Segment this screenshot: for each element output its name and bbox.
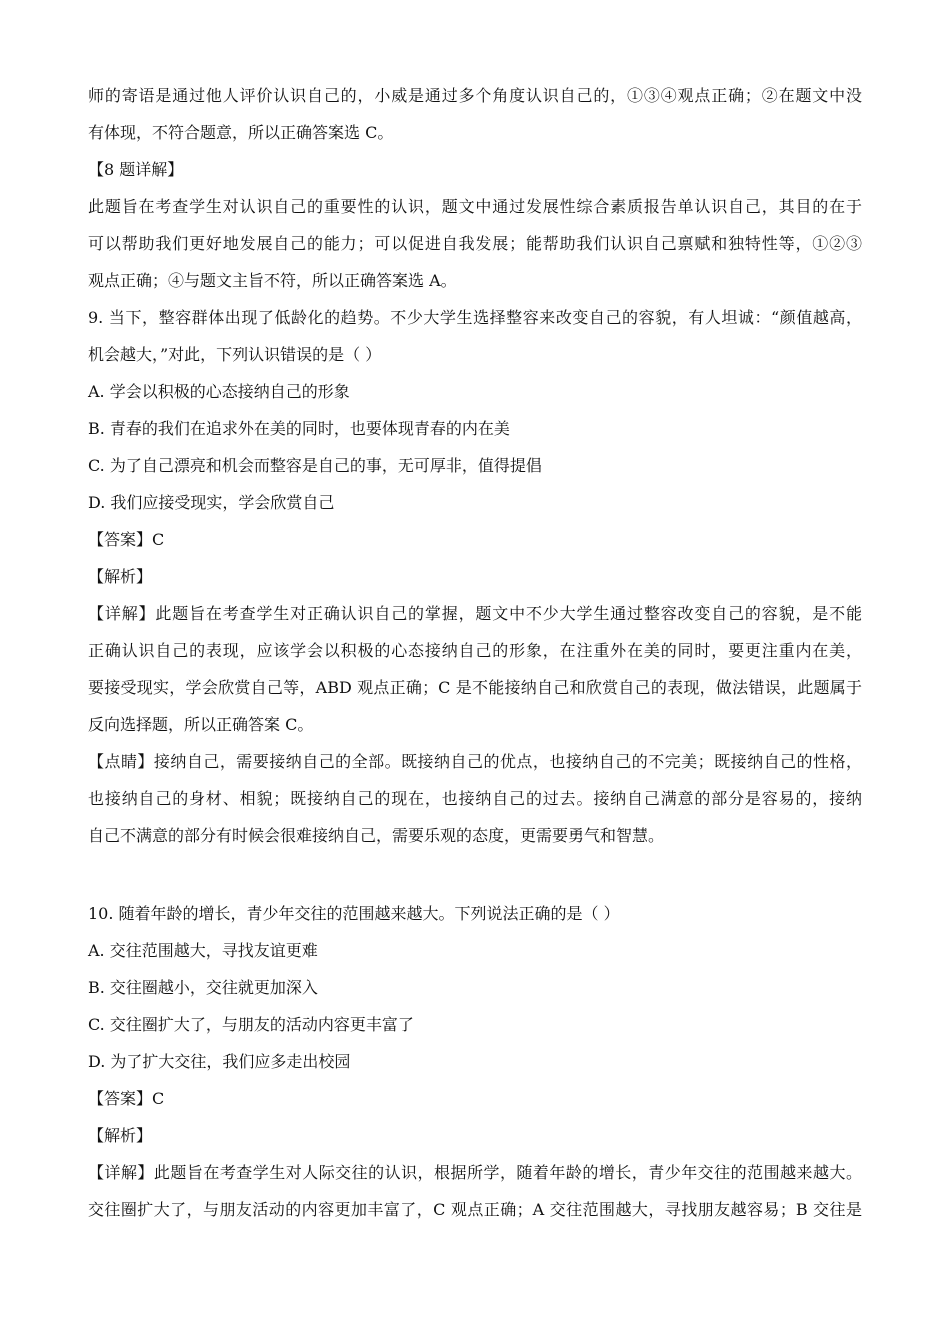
q8-detail-line: 观点正确；④与题文主旨不符，所以正确答案选 A。 <box>88 271 457 290</box>
q10-option-b: B. 交往圈越小，交往就更加深入 <box>88 978 318 997</box>
prev-explanation-line: 师的寄语是通过他人评价认识自己的，小威是通过多个角度认识自己的，①③④观点正确；②在题文中没 <box>88 86 862 105</box>
q8-detail-line: 可以帮助我们更好地发展自己的能力；可以促进自我发展；能帮助我们认识自己禀赋和独特性等，①②③ <box>88 234 862 253</box>
q9-option-c: C. 为了自己漂亮和机会而整容是自己的事，无可厚非，值得提倡 <box>88 456 542 475</box>
q9-option-d: D. 我们应接受现实，学会欣赏自己 <box>88 493 335 512</box>
q10-option-c: C. 交往圈扩大了，与朋友的活动内容更丰富了 <box>88 1015 414 1034</box>
q9-tip-line: 也接纳自己的身材、相貌；既接纳自己的现在，也接纳自己的过去。接纳自己满意的部分是容易的，接纳 <box>88 789 862 808</box>
q9-option-a: A. 学会以积极的心态接纳自己的形象 <box>88 382 350 401</box>
prev-explanation-line: 有体现，不符合题意，所以正确答案选 C。 <box>88 123 394 142</box>
q10-option-a: A. 交往范围越大，寻找友谊更难 <box>88 941 318 960</box>
q8-detail-line: 此题旨在考查学生对认识自己的重要性的认识，题文中通过发展性综合素质报告单认识自己，其目的在于 <box>88 197 862 216</box>
q8-detail-heading: 【8 题详解】 <box>88 160 184 179</box>
q10-option-d: D. 为了扩大交往，我们应多走出校园 <box>88 1052 351 1071</box>
q9-detail-line: 反向选择题，所以正确答案 C。 <box>88 715 314 734</box>
q10-answer: 【答案】C <box>88 1089 165 1108</box>
q9-detail-line: 要接受现实，学会欣赏自己等，ABD 观点正确；C 是不能接纳自己和欣赏自己的表现，做法错误，此题属于 <box>88 678 862 697</box>
q9-analysis-heading: 【解析】 <box>88 567 153 586</box>
q9-detail-line: 正确认识自己的表现，应该学会以积极的心态接纳自己的形象，在注重外在美的同时，要更注重内在美， <box>88 641 862 660</box>
q10-analysis-heading: 【解析】 <box>88 1126 153 1145</box>
q9-detail-line: 【详解】此题旨在考查学生对正确认识自己的掌握，题文中不少大学生通过整容改变自己的容貌，是不能 <box>88 604 862 623</box>
q9-answer: 【答案】C <box>88 530 165 549</box>
q10-detail-line: 【详解】此题旨在考查学生对人际交往的认识，根据所学，随着年龄的增长，青少年交往的范围越来越大。 <box>88 1163 862 1182</box>
q9-tip-line: 【点睛】接纳自己，需要接纳自己的全部。既接纳自己的优点，也接纳自己的不完美；既接纳自己的性格， <box>88 752 862 771</box>
q10-stem: 10. 随着年龄的增长，青少年交往的范围越来越大。下列说法正确的是（ ） <box>88 904 620 923</box>
q9-stem-line: 机会越大，”对此，下列认识错误的是（ ） <box>88 345 382 364</box>
q9-stem-line: 9. 当下，整容群体出现了低龄化的趋势。不少大学生选择整容来改变自己的容貌，有人坦诚：“颜值越高， <box>88 308 862 327</box>
q9-tip-line: 自己不满意的部分有时候会很难接纳自己，需要乐观的态度，更需要勇气和智慧。 <box>88 826 665 845</box>
q9-option-b: B. 青春的我们在追求外在美的同时，也要体现青春的内在美 <box>88 419 510 438</box>
q10-detail-line: 交往圈扩大了，与朋友活动的内容更加丰富了，C 观点正确；A 交往范围越大，寻找朋友越容易；B 交往是 <box>88 1200 862 1219</box>
